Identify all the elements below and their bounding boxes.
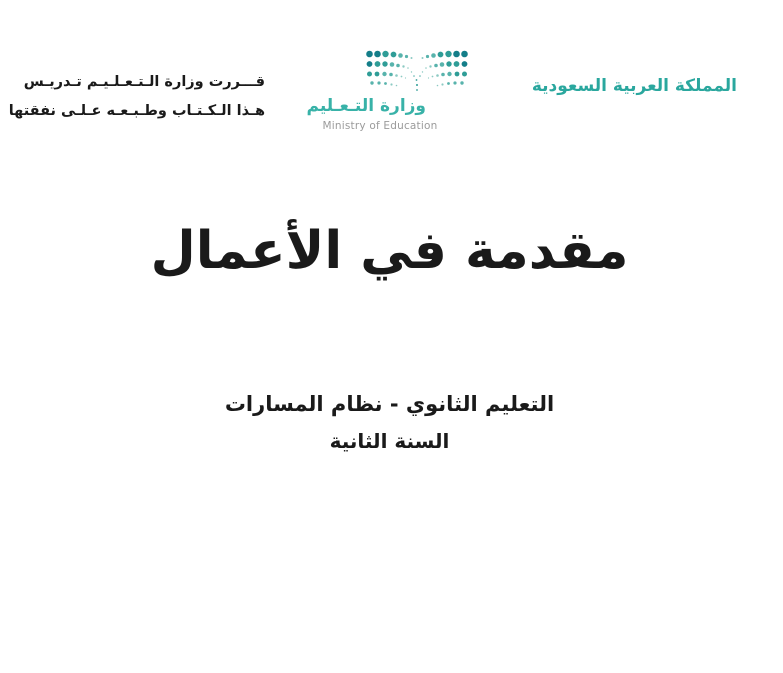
- country-name: المملكة العربية السعودية: [531, 76, 737, 96]
- ministry-logo-arabic-wordmark: وزارة التـعـليم: [306, 96, 426, 116]
- year-subtitle: السنة الثانية: [329, 429, 450, 453]
- education-stage-subtitle: التعليم الثانوي - نظام المسارات: [224, 392, 555, 416]
- book-title: مقدمة في الأعمال: [150, 221, 629, 281]
- ministry-logo-english-wordmark: Ministry of Education: [322, 120, 438, 132]
- decree-line-2: هـذا الـكـتـاب وطـبـعـه عـلـى نفقتها: [8, 103, 265, 119]
- ministry-of-education-logo: [306, 44, 470, 136]
- decree-statement: [8, 68, 265, 126]
- ministry-logo-dots-icon: [366, 46, 468, 96]
- decree-line-1: قـــررت وزارة الـتـعـلـيـم تـدريـس: [23, 74, 265, 90]
